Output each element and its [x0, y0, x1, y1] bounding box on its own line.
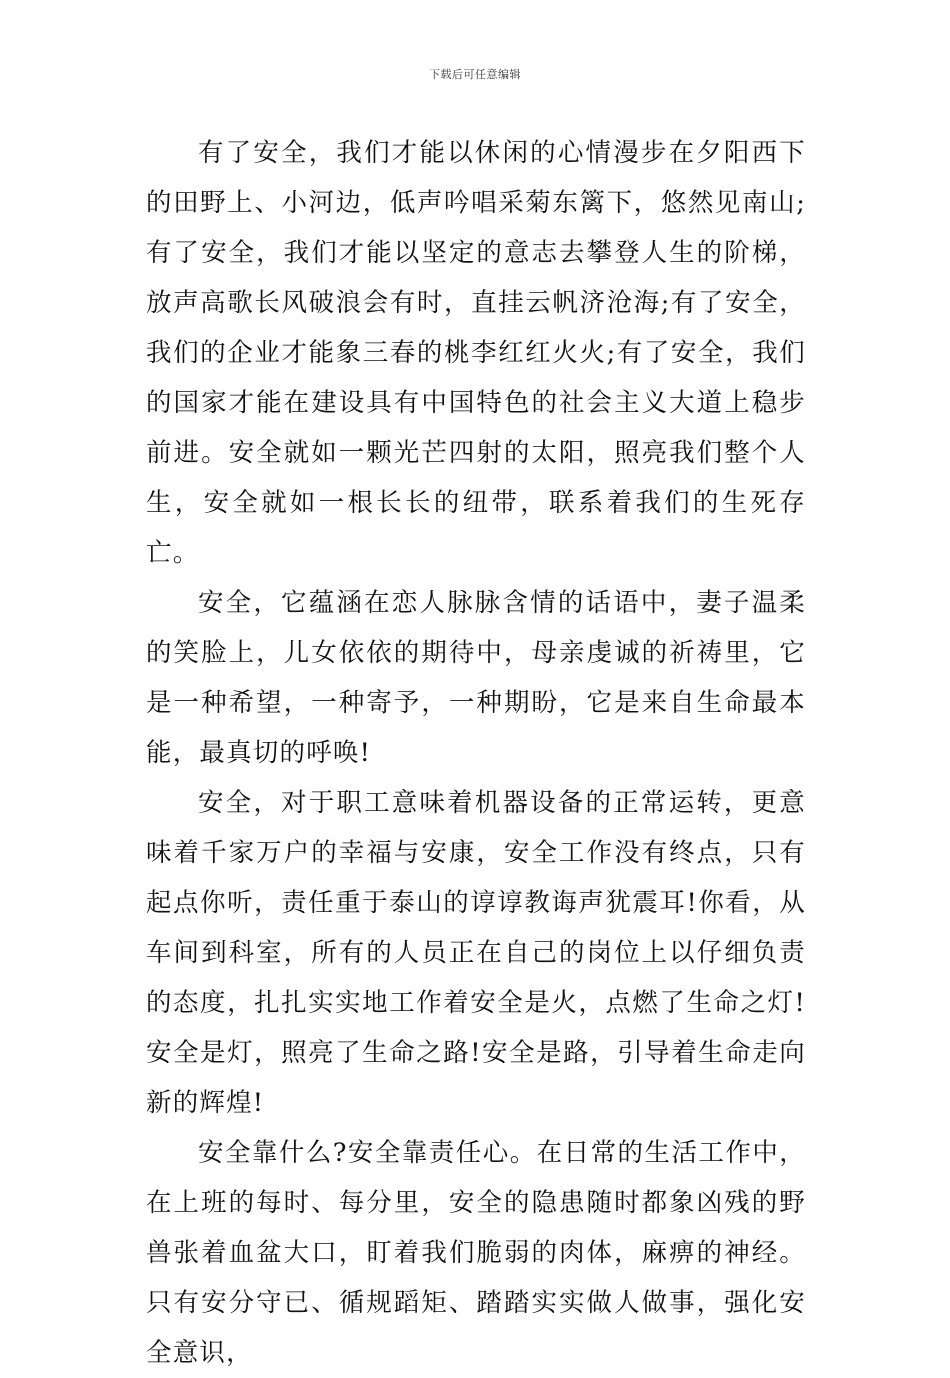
- document-body: [146, 128, 806, 1378]
- paragraph: 安全，对于职工意味着机器设备的正常运转，更意味着千家万户的幸福与安康，安全工作没有终点，只有起点你听，责任重于泰山的谆谆教诲声犹震耳!你看，从车间到科室，所有的人员正在自己的岗位上以仔细负责的态度，扎扎实实地工作着安全是火，点燃了生命之灯!安全是灯，照亮了生命之路!安全是路，引导着生命走向新的辉煌!: [146, 788, 806, 1118]
- paragraph: 安全靠什么?安全靠责任心。在日常的生活工作中，在上班的每时、每分里，安全的隐患随时都象凶残的野兽张着血盆大口，盯着我们脆弱的肉体，麻痹的神经。只有安分守已、循规蹈矩、踏踏实实做人做事，强化安全意识，: [146, 1138, 806, 1368]
- page-header: 下载后可任意编辑: [429, 68, 521, 81]
- paragraph: 有了安全，我们才能以休闲的心情漫步在夕阳西下的田野上、小河边，低声吟唱采菊东篱下，悠然见南山;有了安全，我们才能以坚定的意志去攀登人生的阶梯，放声高歌长风破浪会有时，直挂云帆济沧海;有了安全，我们的企业才能象三春的桃李红红火火;有了安全，我们的国家才能在建设具有中国特色的社会主义大道上稳步前进。安全就如一颗光芒四射的太阳，照亮我们整个人生，安全就如一根长长的纽带，联系着我们的生死存亡。: [146, 138, 806, 568]
- paragraph: 安全，它蕴涵在恋人脉脉含情的话语中，妻子温柔的笑脸上，儿女依依的期待中，母亲虔诚的祈祷里，它是一种希望，一种寄予，一种期盼，它是来自生命最本能，最真切的呼唤!: [146, 588, 806, 768]
